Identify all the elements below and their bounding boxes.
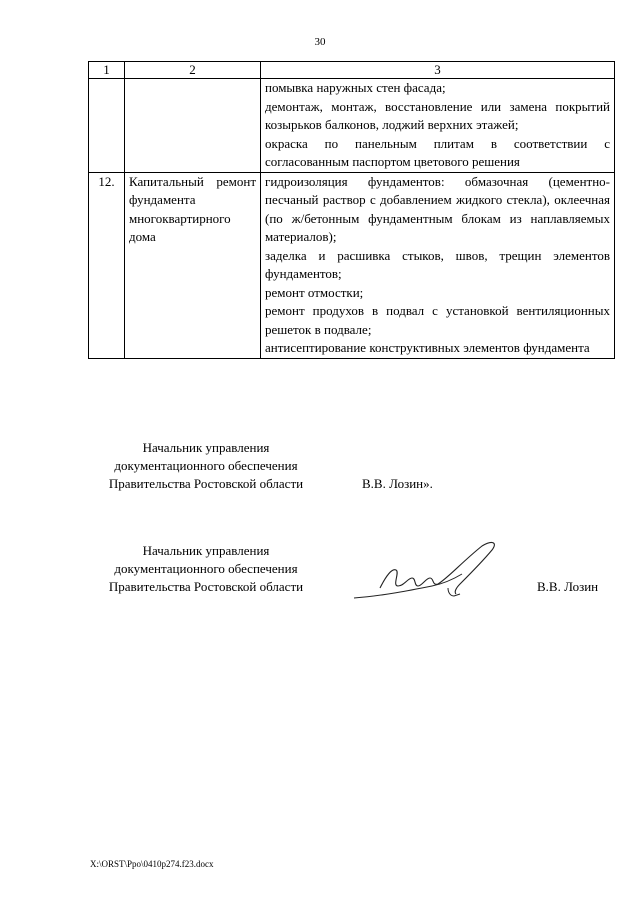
column-header: 2: [125, 62, 261, 79]
column-header: 1: [89, 62, 125, 79]
description-line: окраска по панельным плитам в соответствии с согласованным паспортом цветового решения: [265, 135, 610, 169]
signer-position-line: документационного обеспечения: [114, 458, 298, 473]
work-description: [261, 172, 615, 358]
row-number: 12.: [89, 172, 125, 358]
signer-position-line: Начальник управления: [142, 440, 270, 455]
signer-position: [90, 542, 322, 596]
work-type: [125, 79, 261, 173]
description-line: демонтаж, монтаж, восстановление или замена покрытий козырьков балконов, лоджий верхних этажей;: [265, 98, 610, 132]
work-type: Капитальный ремонт фундамента многоквартирного дома: [125, 172, 261, 358]
signer-name: В.В. Лозин».: [362, 476, 433, 491]
table-row: [89, 79, 615, 173]
column-header: 3: [261, 62, 615, 79]
description-line: ремонт отмостки;: [265, 284, 364, 300]
file-path-footer: X:\ORST\Ppo\0410p274.f23.docx: [90, 859, 214, 869]
signature-block-1: [0, 439, 640, 499]
description-line: гидроизоляция фундаментов: обмазочная (цементно-песчаный раствор с добавлением жидкого стекла), оклеечная (по ж/бетонным фундаментным блокам из наплавляемых материалов);: [265, 173, 610, 244]
works-table: [88, 61, 615, 359]
table-row: [89, 172, 615, 358]
signer-position: [90, 439, 322, 493]
description-line: антисептирование конструктивных элементов фундамента: [265, 340, 590, 355]
page-number: 30: [314, 36, 326, 48]
signer-position-line: Правительства Ростовской области: [108, 476, 304, 491]
work-description: [261, 79, 615, 173]
signer-position-line: Начальник управления: [142, 543, 270, 558]
signer-position-line: документационного обеспечения: [114, 561, 298, 576]
table-header-row: [89, 62, 615, 79]
description-line: ремонт продухов в подвал с установкой вентиляционных решеток в подвале;: [265, 303, 610, 337]
signer-position-line: Правительства Ростовской области: [108, 579, 304, 594]
handwritten-signature: [352, 538, 502, 602]
description-line: помывка наружных стен фасада;: [265, 80, 446, 95]
description-line: заделка и расшивка стыков, швов, трещин элементов фундаментов;: [265, 247, 610, 281]
row-number: [89, 79, 125, 173]
signer-name: В.В. Лозин: [537, 579, 599, 594]
signature-block-2: [0, 542, 640, 602]
